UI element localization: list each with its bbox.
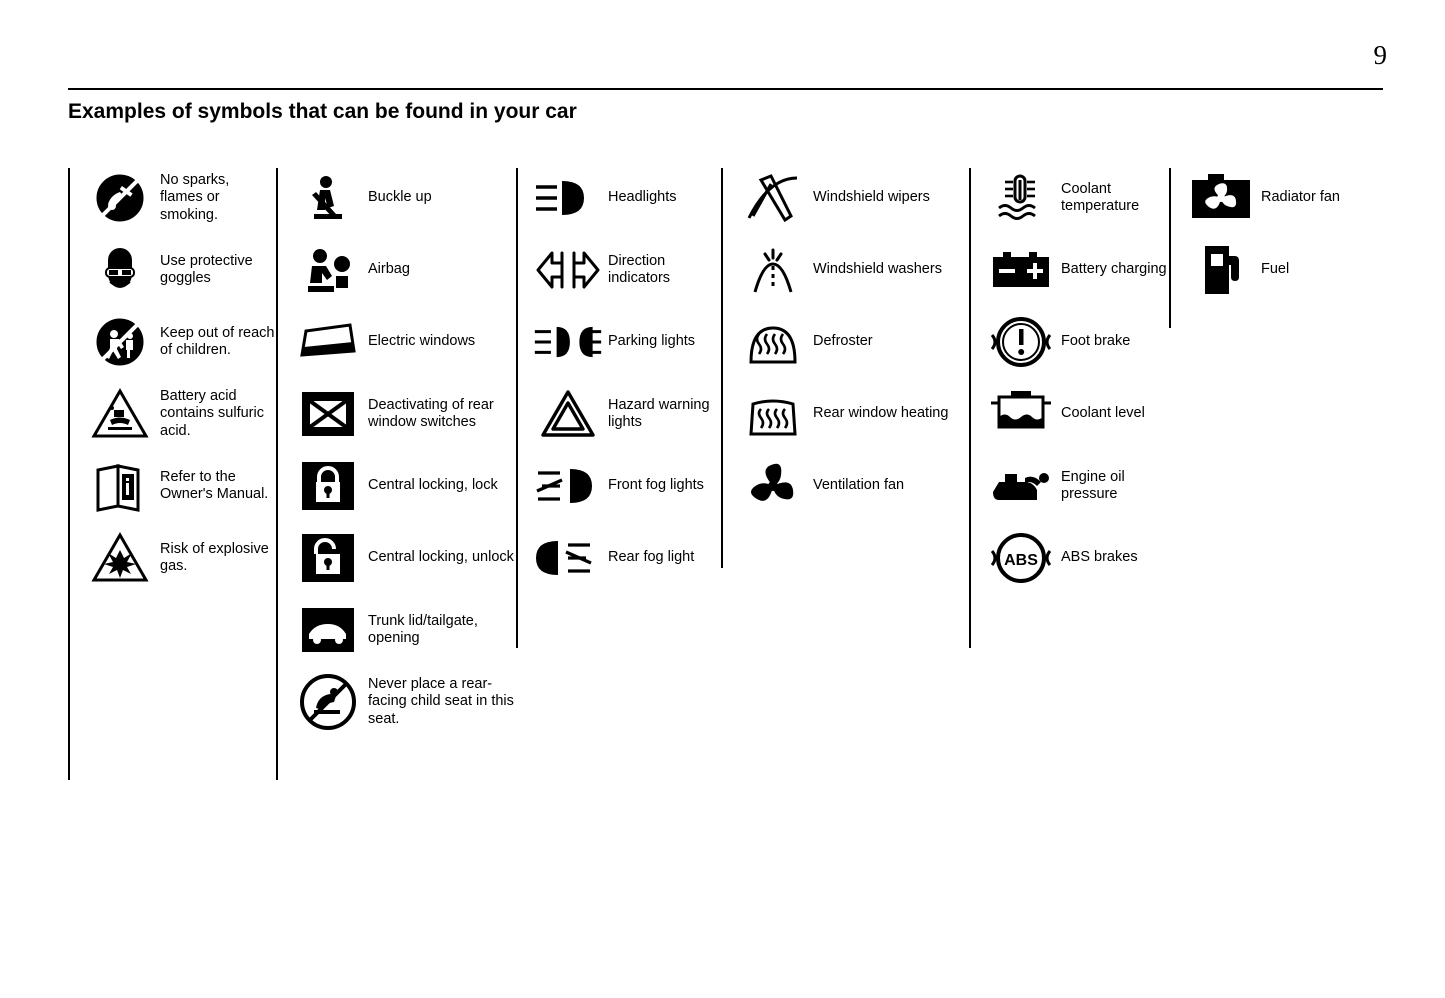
symbol-entry	[84, 312, 276, 372]
seat-belt-buckle-up-icon	[292, 168, 364, 228]
symbol-entry	[292, 240, 516, 300]
symbol-entry	[292, 672, 516, 732]
symbol-entry	[532, 312, 721, 372]
symbol-label: Trunk lid/tailgate, opening	[368, 612, 478, 646]
windshield-wipers-icon	[737, 168, 809, 228]
symbol-entry	[985, 312, 1169, 372]
symbol-label: Keep out of reach of children.	[160, 324, 275, 358]
symbol-entry	[292, 384, 516, 444]
symbol-entry	[737, 168, 969, 228]
trunk-lid-tailgate-opening-icon	[292, 600, 364, 660]
symbol-entry	[985, 168, 1169, 228]
symbol-entry	[737, 240, 969, 300]
symbol-column-6	[1169, 168, 1369, 328]
symbol-entry	[737, 456, 969, 516]
symbol-entry	[737, 312, 969, 372]
symbol-label: Headlights	[608, 189, 677, 206]
symbol-column-3	[516, 168, 721, 648]
battery-acid-sulfuric-icon	[84, 384, 156, 444]
header-divider	[68, 88, 1383, 90]
symbol-label: Airbag	[368, 261, 410, 278]
symbol-label: Risk of explosive gas.	[160, 540, 269, 574]
radiator-fan-icon	[1185, 168, 1257, 228]
deactivating-rear-window-switches-icon	[292, 384, 364, 444]
symbol-entry	[737, 384, 969, 444]
symbol-label: No sparks, flames or smoking.	[160, 172, 230, 223]
front-fog-lights-icon	[532, 456, 604, 516]
symbol-entry	[292, 600, 516, 660]
symbol-label: Coolant temperature	[1061, 180, 1140, 214]
symbol-entry	[985, 384, 1169, 444]
page-title: Examples of symbols that can be found in your car	[68, 100, 577, 123]
symbol-label: Central locking, lock	[368, 477, 498, 494]
no-rear-facing-child-seat-icon	[292, 672, 364, 732]
symbol-entry	[532, 528, 721, 588]
fuel-icon	[1185, 240, 1257, 300]
owners-manual-icon	[84, 456, 156, 516]
central-locking-lock-icon	[292, 456, 364, 516]
symbol-entry	[532, 456, 721, 516]
symbol-entry	[292, 312, 516, 372]
foot-brake-icon	[985, 312, 1057, 372]
symbol-label: Electric windows	[368, 333, 476, 350]
symbol-label: Battery charging	[1061, 261, 1167, 278]
coolant-temperature-icon	[985, 168, 1057, 228]
symbol-label: Radiator fan	[1261, 189, 1340, 206]
symbol-column-5	[969, 168, 1169, 648]
symbol-label: Rear fog light	[608, 549, 695, 566]
symbol-label: Direction indicators	[608, 252, 671, 286]
electric-windows-icon	[292, 312, 364, 372]
symbol-label: Coolant level	[1061, 405, 1145, 422]
symbol-entry	[532, 240, 721, 300]
symbol-label: Front fog lights	[608, 477, 704, 494]
symbol-entry	[84, 240, 276, 300]
symbol-entry	[985, 456, 1169, 516]
svg-text:ABS: ABS	[1004, 552, 1038, 569]
symbol-entry	[84, 528, 276, 588]
symbol-entry	[84, 168, 276, 228]
symbol-label: Parking lights	[608, 333, 696, 350]
page-number: 9	[1373, 40, 1387, 70]
symbol-label: Battery acid contains sulfuric acid.	[160, 388, 264, 439]
direction-indicators-icon	[532, 240, 604, 300]
airbag-icon	[292, 240, 364, 300]
symbol-entry	[985, 528, 1169, 588]
defroster-icon	[737, 312, 809, 372]
symbol-column-1	[68, 168, 276, 780]
symbol-label: Foot brake	[1061, 333, 1131, 350]
symbol-entry	[985, 240, 1169, 300]
rear-fog-light-icon	[532, 528, 604, 588]
symbol-label: Windshield washers	[813, 261, 942, 278]
symbol-entry	[292, 528, 516, 588]
parking-lights-icon	[532, 312, 604, 372]
no-sparks-flames-smoking-icon	[84, 168, 156, 228]
symbol-label: Ventilation fan	[813, 477, 905, 494]
symbol-entry	[292, 168, 516, 228]
headlights-icon	[532, 168, 604, 228]
engine-oil-pressure-icon	[985, 456, 1057, 516]
hazard-warning-lights-icon	[532, 384, 604, 444]
symbol-column-2	[276, 168, 516, 780]
symbol-label: Rear window heating	[813, 405, 949, 422]
symbol-label: Fuel	[1261, 261, 1290, 278]
symbol-column-4	[721, 168, 969, 568]
symbol-label: Defroster	[813, 333, 873, 350]
rear-window-heating-icon	[737, 384, 809, 444]
symbol-label: Hazard warning lights	[608, 396, 710, 430]
symbol-label: Refer to the Owner's Manual.	[160, 468, 269, 502]
symbol-label: Use protective goggles	[160, 252, 253, 286]
symbol-label: Never place a rear-facing child seat in this seat.	[368, 676, 514, 727]
abs-brakes-icon	[985, 528, 1057, 588]
explosive-gas-icon	[84, 528, 156, 588]
symbol-entry	[1185, 240, 1369, 300]
symbol-label: Windshield wipers	[813, 189, 930, 206]
symbol-label: Buckle up	[368, 189, 432, 206]
symbol-entry	[532, 384, 721, 444]
symbol-entry	[84, 384, 276, 444]
symbol-entry	[532, 168, 721, 228]
ventilation-fan-icon	[737, 456, 809, 516]
symbol-label: Deactivating of rear window switches	[368, 396, 494, 430]
coolant-level-icon	[985, 384, 1057, 444]
symbol-entry	[1185, 168, 1369, 228]
symbol-entry	[292, 456, 516, 516]
keep-out-of-reach-of-children-icon	[84, 312, 156, 372]
symbol-columns	[68, 168, 1369, 780]
symbol-label: ABS brakes	[1061, 549, 1138, 566]
windshield-washers-icon	[737, 240, 809, 300]
battery-charging-icon	[985, 240, 1057, 300]
central-locking-unlock-icon	[292, 528, 364, 588]
symbol-label: Engine oil pressure	[1061, 468, 1125, 502]
symbol-label: Central locking, unlock	[368, 549, 514, 566]
protective-goggles-icon	[84, 240, 156, 300]
symbol-entry	[84, 456, 276, 516]
